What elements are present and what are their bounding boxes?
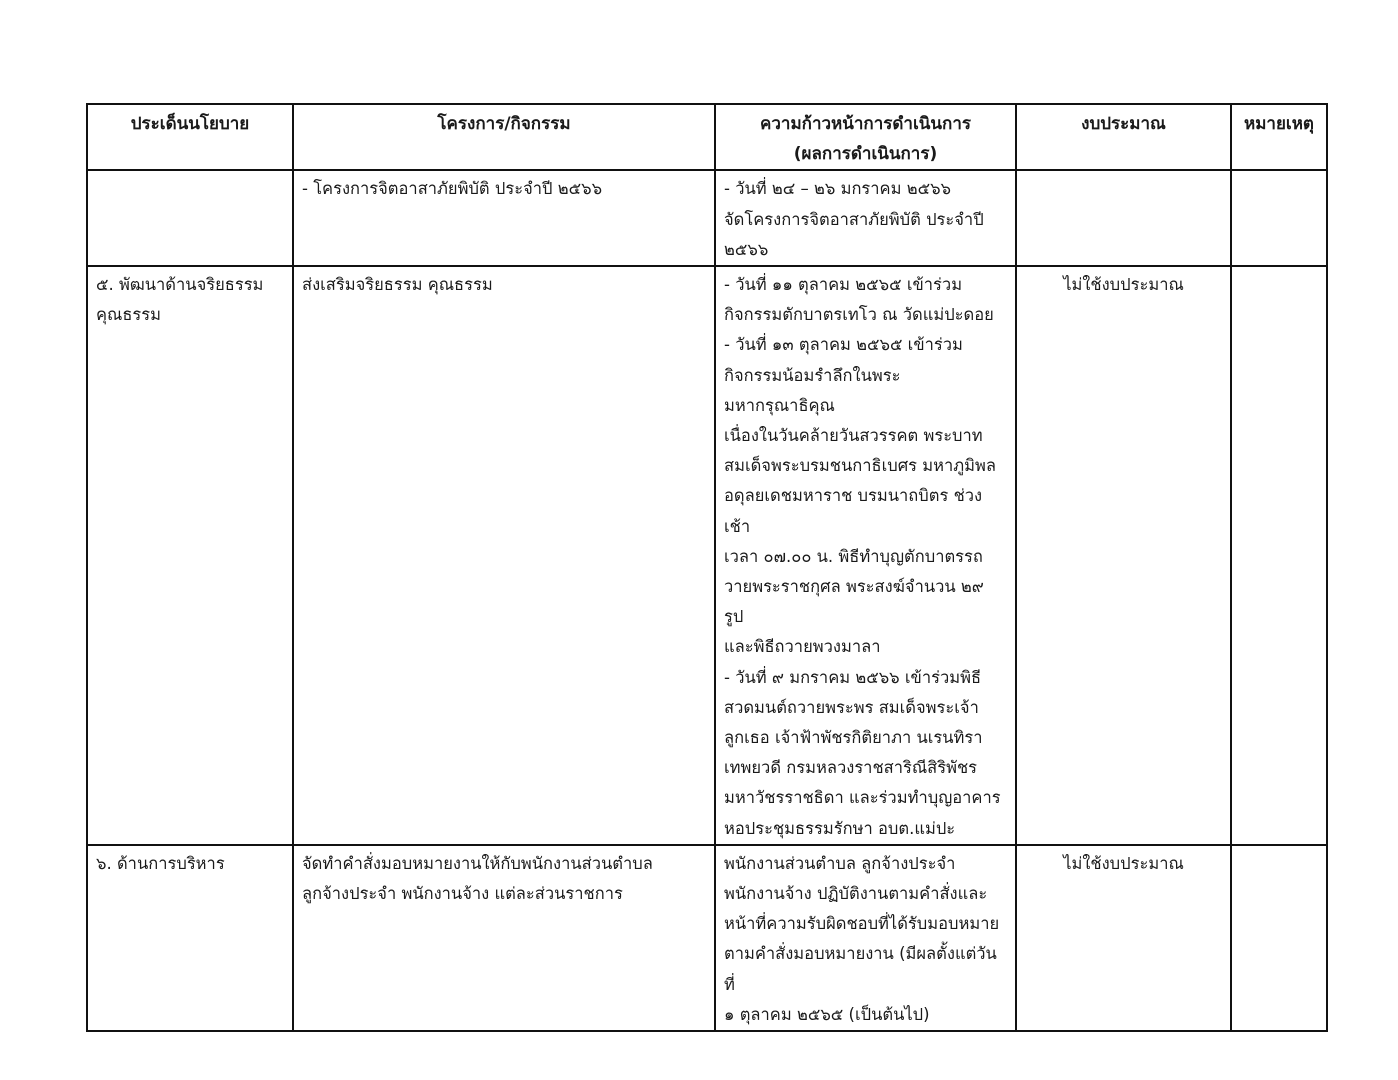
cell-policy <box>87 170 293 266</box>
cell-progress: - วันที่ ๑๑ ตุลาคม ๒๕๖๕ เข้าร่วม กิจกรรมตักบาตรเทโว ณ วัดแม่ปะดอย - วันที่ ๑๓ ตุลาคม ๒๕๖๕ เข้าร่วม กิจกรรมน้อมรำลึกในพระมหากรุณาธิคุณ เนื่องในวันคล้ายวันสวรรคต พระบาท สมเด็จพระบรมชนกาธิเบศร มหาภูมิพล อดุลยเดชมหาราช บรมนาถบิตร ช่วงเช้า เวลา ๐๗.๐๐ น. พิธีทำบุญตักบาตรรถ วายพระราชกุศล พระสงฆ์จำนวน ๒๙ รูป และพิธีถวายพวงมาลา - วันที่ ๙ มกราคม ๒๕๖๖ เข้าร่วมพิธี สวดมนต์ถวายพระพร สมเด็จพระเจ้า ลูกเธอ เจ้าฟ้าพัชรกิติยาภา นเรนทิรา เทพยวดี กรมหลวงราชสาริณีสิริพัชร มหาวัชรราชธิดา และร่วมทำบุญอาคาร หอประชุมธรรมรักษา อบต.แม่ปะ <box>715 266 1016 845</box>
cell-budget <box>1016 170 1231 266</box>
cell-policy: ๖. ด้านการบริหาร <box>87 845 293 1031</box>
cell-remark <box>1231 845 1327 1031</box>
cell-budget: ไม่ใช้งบประมาณ <box>1016 266 1231 845</box>
header-project: โครงการ/กิจกรรม <box>293 104 715 170</box>
cell-project: - โครงการจิตอาสาภัยพิบัติ ประจำปี ๒๕๖๖ <box>293 170 715 266</box>
table-row <box>87 845 1327 1031</box>
header-budget: งบประมาณ <box>1016 104 1231 170</box>
cell-project: จัดทำคำสั่งมอบหมายงานให้กับพนักงานส่วนตำบล ลูกจ้างประจำ พนักงานจ้าง แต่ละส่วนราชการ <box>293 845 715 1031</box>
cell-budget: ไม่ใช้งบประมาณ <box>1016 845 1231 1031</box>
cell-policy: ๕. พัฒนาด้านจริยธรรม คุณธรรม <box>87 266 293 845</box>
table-row <box>87 266 1327 845</box>
header-progress: ความก้าวหน้าการดำเนินการ (ผลการดำเนินการ) <box>715 104 1016 170</box>
cell-progress: พนักงานส่วนตำบล ลูกจ้างประจำ พนักงานจ้าง ปฏิบัติงานตามคำสั่งและ หน้าที่ความรับผิดชอบที่ได้รับมอบหมาย ตามคำสั่งมอบหมายงาน (มีผลตั้งแต่วันที่ ๑ ตุลาคม ๒๕๖๕ (เป็นต้นไป) <box>715 845 1016 1031</box>
cell-remark <box>1231 266 1327 845</box>
cell-remark <box>1231 170 1327 266</box>
header-policy: ประเด็นนโยบาย <box>87 104 293 170</box>
policy-progress-table <box>86 103 1328 1032</box>
table-header-row <box>87 104 1327 170</box>
table-row <box>87 170 1327 266</box>
cell-project: ส่งเสริมจริยธรรม คุณธรรม <box>293 266 715 845</box>
header-remark: หมายเหตุ <box>1231 104 1327 170</box>
cell-progress: - วันที่ ๒๔ – ๒๖ มกราคม ๒๕๖๖ จัดโครงการจิตอาสาภัยพิบัติ ประจำปี ๒๕๖๖ <box>715 170 1016 266</box>
